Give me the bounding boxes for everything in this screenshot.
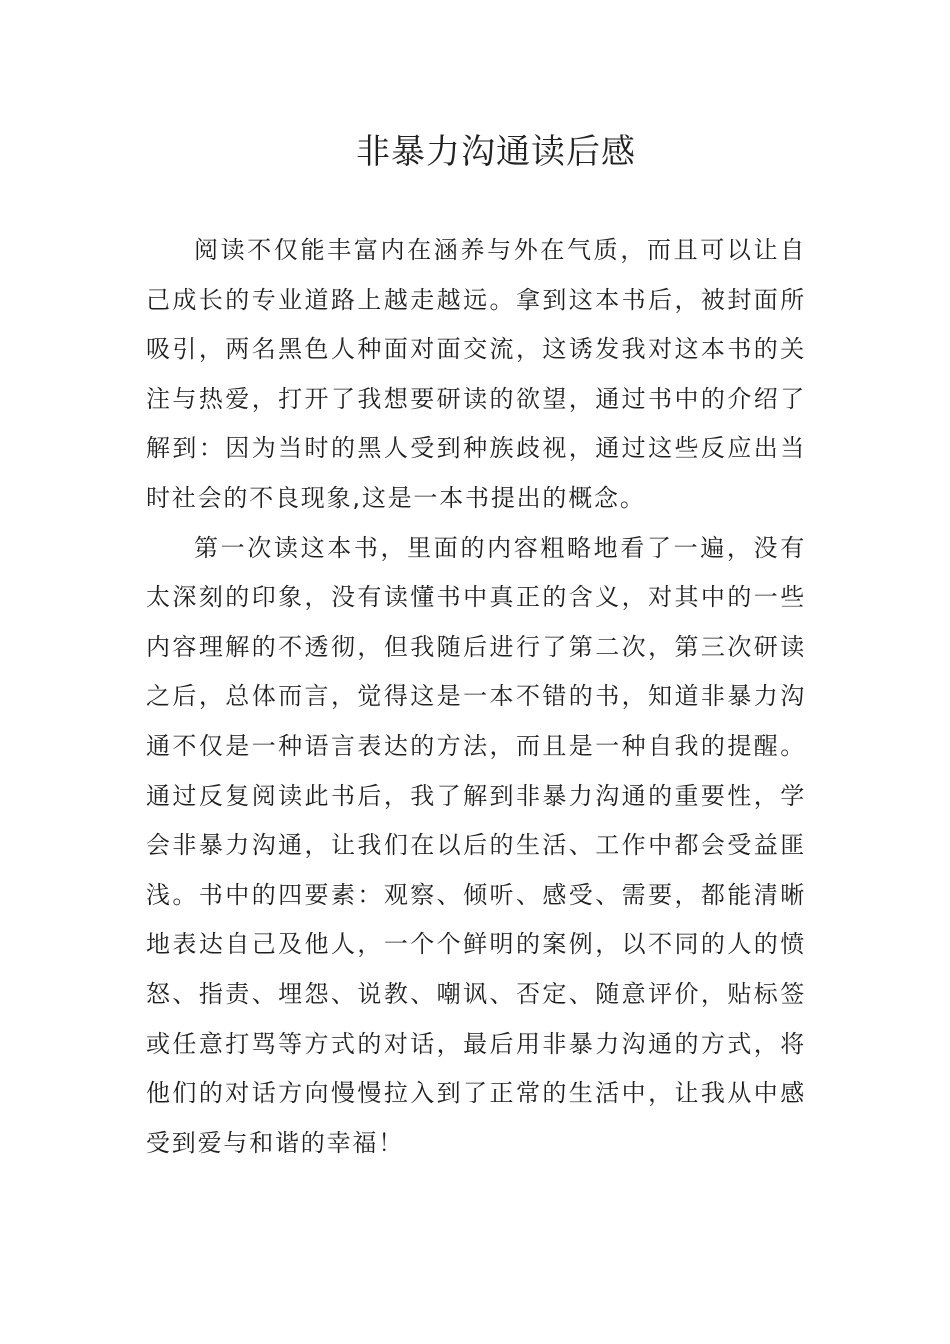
- document-title: 非暴力沟通读后感: [356, 132, 636, 172]
- paragraph-1: 阅读不仅能丰富内在涵养与外在气质，而且可以让自己成长的专业道路上越走越远。拿到这本书后，被封面所吸引，两名黑色人种面对面交流，这诱发我对这本书的关注与热爱，打开了我想要研读的欲望，通过书中的介绍了解到：因为当时的黑人受到种族歧视，通过这些反应出当时社会的不良现象,这是一本书提出的概念。: [146, 236, 806, 512]
- document-body: [146, 226, 806, 1168]
- paragraph-2: 第一次读这本书，里面的内容粗略地看了一遍，没有太深刻的印象，没有读懂书中真正的含义，对其中的一些内容理解的不透彻，但我随后进行了第二次，第三次研读之后，总体而言，觉得这是一本不错的书，知道非暴力沟通不仅是一种语言表达的方法，而且是一种自我的提醒。通过反复阅读此书后，我了解到非暴力沟通的重要性，学会非暴力沟通，让我们在以后的生活、工作中都会受益匪浅。书中的四要素：观察、倾听、感受、需要，都能清晰地表达自己及他人，一个个鲜明的案例，以不同的人的愤怒、指责、埋怨、说教、嘲讽、否定、随意评价，贴标签或任意打骂等方式的对话，最后用非暴力沟通的方式，将他们的对话方向慢慢拉入到了正常的生活中，让我从中感受到爱与和谐的幸福！: [146, 533, 806, 1157]
